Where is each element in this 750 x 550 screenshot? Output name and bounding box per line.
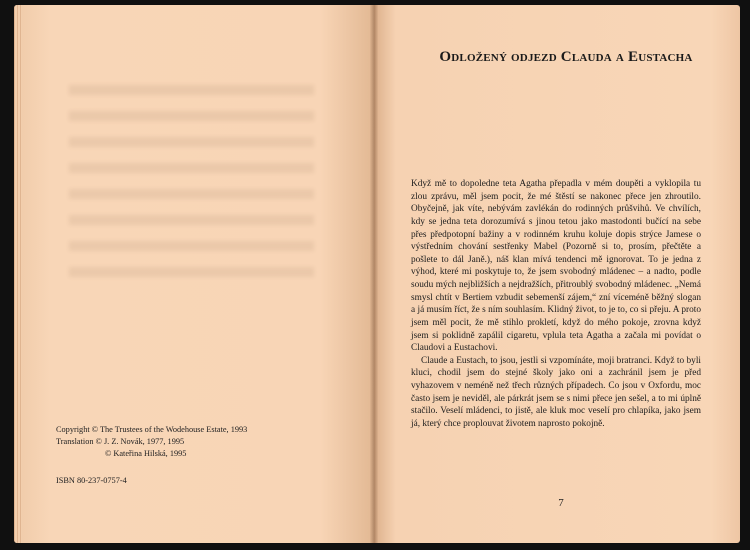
- copyright-line: Copyright © The Trustees of the Wodehouse Estate, 1993: [56, 425, 248, 434]
- isbn: ISBN 80-237-0757-4: [56, 476, 127, 485]
- translation-line-2: © Kateřina Hilská, 1995: [105, 448, 187, 458]
- paragraph: Když mě to dopoledne teta Agatha přepadla v mém doupěti a vyklopila tu zlou zprávu, měl jsem pocit, že mé štěstí se nakonec přece jen zhroutilo. Obyčejně, jak víte, nebývám zavlékán do rodinných průšvihů. Ve chvílích, kdy se jedna teta dorozumívá s jinou tetou jako mastodonti bučící na sebe přes předpotopní bažiny a v rodinném kruhu koluje dopis strýce Jamese o výstředním chování sestřenky Mabel (Pozorně si to, prosím, přečtěte a pošlete to dál Janě.), náš klan mívá tendenci mě ignorovat. To je jedna z výhod, které mi poskytuje to, že jsem svobodný mládenec – a nadto, podle soudu mých nejbližších a nejdražších, přitroublý svobodný mládenec. „Nemá smysl chtít v Bertiem vzbudit sebemenší zájem,“ zní víceméně běžný slogan a já musím říct, že s ním souhlasím. Klidný život, to je to, co si přeju. A proto jsem měl pocit, že mě stihlo prokletí, když do mého pokoje, zrovna když jsem si poklidně zapálil cigaretu, vplula teta Agatha a začala mi povídat o Claudovi a Eustachovi.: [411, 179, 701, 354]
- translation-line: Translation © J. Z. Novák, 1977, 1995: [56, 436, 185, 446]
- paragraph: Claude a Eustach, to jsou, jestli si vzpomínáte, moji bratranci. Když to byli kluci, chodil jsem do stejné školy jako oni a zachránil jsem je před vyhazovem v neméně než třech různých případech. Co jsou v Oxfordu, moc často jsem je neviděl, ale párkrát jsem se s nimi přece jen sešel, a to mi úplně stačilo. Veselí mládenci, to jistě, ale kluk moc veselí pro chlapíka, jako jsem já, který chce proplouvat životem naprosto pokojně.: [411, 355, 701, 429]
- open-book: [14, 5, 740, 543]
- body-text: [411, 178, 701, 431]
- left-page: [14, 5, 374, 543]
- show-through-print: [69, 85, 314, 285]
- book-gutter: [370, 5, 378, 543]
- chapter-title: Odložený odjezd Clauda a Eustacha: [439, 49, 693, 65]
- page-edge: [14, 5, 22, 543]
- page-number: 7: [558, 497, 564, 509]
- right-page: [374, 5, 740, 543]
- copyright-block: [56, 424, 356, 459]
